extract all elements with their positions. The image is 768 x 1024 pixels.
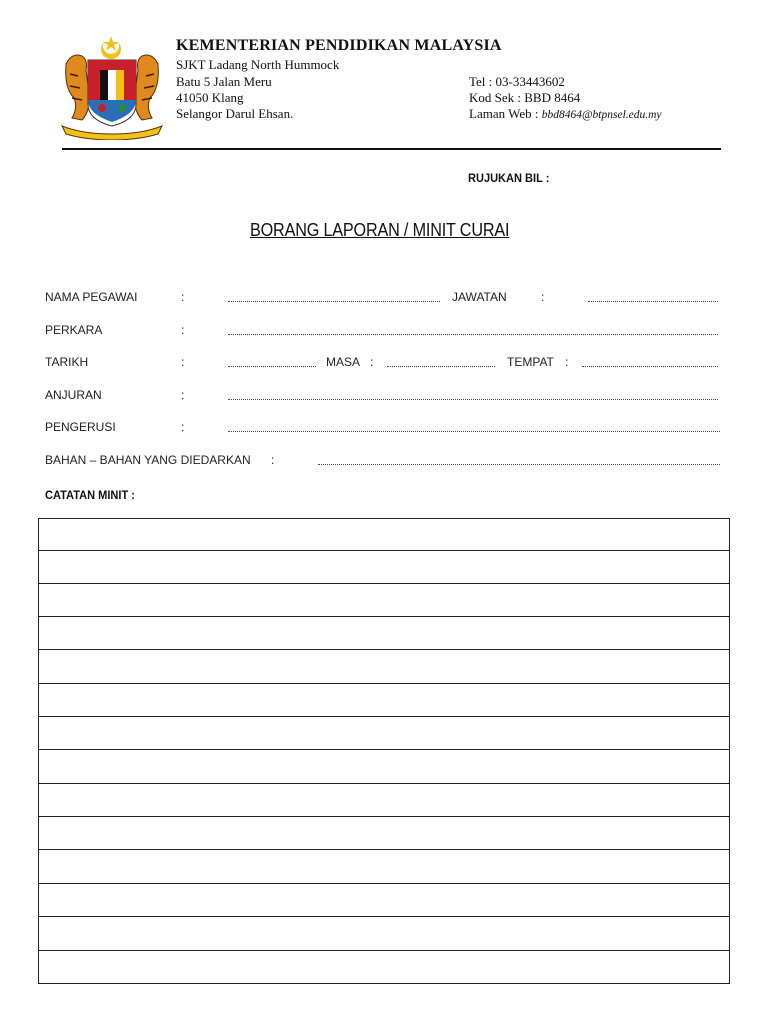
label-perkara: PERKARA	[45, 323, 103, 337]
input-bahan[interactable]	[318, 464, 720, 465]
malaysia-coat-of-arms-icon	[58, 34, 166, 140]
colon: :	[181, 355, 185, 369]
website	[469, 106, 662, 122]
colon: :	[181, 323, 185, 337]
header-divider	[62, 148, 721, 150]
address-line-street: Batu 5 Jalan Meru	[176, 74, 272, 89]
input-tarikh[interactable]	[228, 366, 316, 367]
label-tarikh: TARIKH	[45, 355, 89, 369]
minutes-line	[39, 783, 729, 784]
label-jawatan: JAWATAN	[452, 290, 507, 304]
minutes-line	[39, 950, 729, 951]
minutes-line	[39, 749, 729, 750]
input-jawatan[interactable]	[588, 301, 718, 302]
label-bahan: BAHAN – BAHAN YANG DIEDARKAN	[45, 453, 251, 467]
label-pengerusi: PENGERUSI	[45, 420, 116, 434]
form-title: BORANG LAPORAN / MINIT CURAI	[250, 220, 510, 240]
address-line-postcode: 41050 Klang	[176, 90, 244, 105]
label-nama-pegawai: NAMA PEGAWAI	[45, 290, 138, 304]
label-tempat: TEMPAT	[507, 355, 554, 369]
minutes-line	[39, 816, 729, 817]
catatan-minit-label: CATATAN MINIT :	[45, 488, 135, 502]
minutes-line	[39, 716, 729, 717]
address-line-state: Selangor Darul Ehsan.	[176, 106, 294, 121]
input-perkara[interactable]	[228, 334, 718, 335]
label-anjuran: ANJURAN	[45, 388, 102, 402]
website-label: Laman Web :	[469, 106, 542, 121]
colon: :	[541, 290, 545, 304]
website-value[interactable]: bbd8464@btpnsel.edu.my	[541, 109, 662, 121]
minutes-line	[39, 550, 729, 551]
minutes-line	[39, 916, 729, 917]
minutes-table[interactable]	[38, 518, 730, 984]
reference-number-label: RUJUKAN BIL :	[468, 171, 550, 185]
address-line-school: SJKT Ladang North Hummock	[176, 57, 340, 72]
minutes-line	[39, 616, 729, 617]
minutes-line	[39, 883, 729, 884]
colon: :	[271, 453, 275, 467]
colon: :	[565, 355, 569, 369]
input-nama-pegawai[interactable]	[228, 301, 440, 302]
colon: :	[181, 388, 185, 402]
minutes-line	[39, 649, 729, 650]
colon: :	[370, 355, 374, 369]
colon: :	[181, 420, 185, 434]
minutes-line	[39, 849, 729, 850]
label-masa: MASA	[326, 355, 361, 369]
input-pengerusi[interactable]	[228, 431, 720, 432]
minutes-line	[39, 683, 729, 684]
input-masa[interactable]	[387, 366, 495, 367]
minutes-line	[39, 583, 729, 584]
school-code: Kod Sek : BBD 8464	[469, 90, 581, 105]
input-anjuran[interactable]	[228, 399, 718, 400]
input-tempat[interactable]	[582, 366, 718, 367]
ministry-title: KEMENTERIAN PENDIDIKAN MALAYSIA	[176, 37, 502, 54]
colon: :	[181, 290, 185, 304]
telephone: Tel : 03-33443602	[469, 74, 565, 89]
